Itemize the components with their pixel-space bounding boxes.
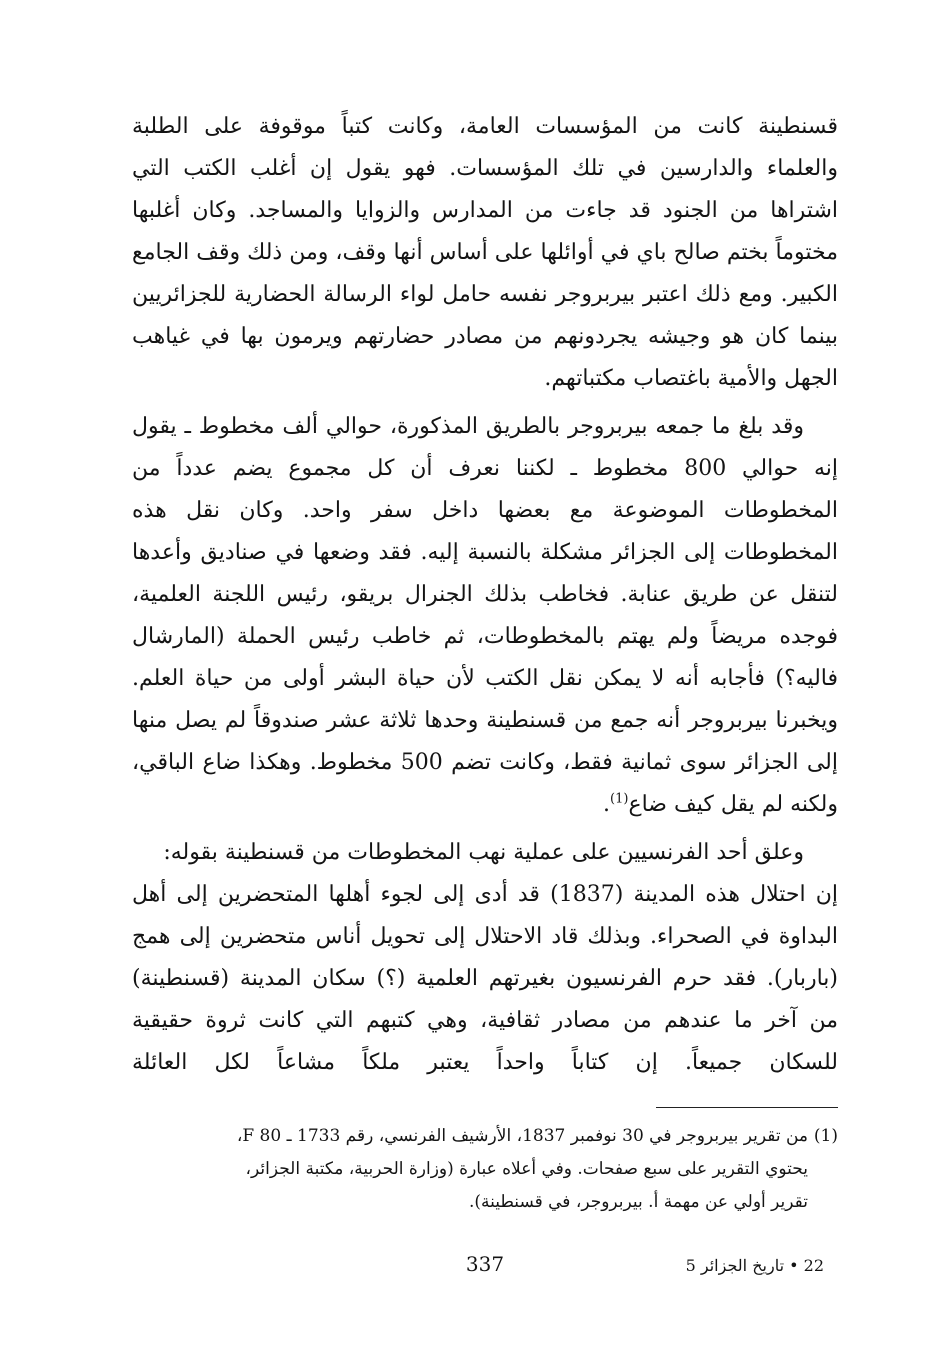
page-number: 337 — [465, 1252, 505, 1276]
footnote-text-1: من تقرير بيربروجر في 30 نوفمبر 1837، الأرشيف الفرنسي، رقم 1733 ـ F 80، — [236, 1126, 808, 1146]
main-text — [132, 106, 838, 1084]
footnotes — [132, 1120, 838, 1219]
paragraph-2-end: . — [603, 792, 611, 817]
paragraph-3: وعلق أحد الفرنسيين على عملية نهب المخطوطات من قسنطينة بقوله: — [163, 840, 804, 865]
footnote-line-2: يحتوي التقرير على سبع صفحات. وفي أعلاه عبارة (وزارة الحربية، مكتبة الجزائر، — [245, 1159, 808, 1179]
footnote-number: (1) — [813, 1126, 838, 1146]
footnote-divider — [656, 1107, 838, 1108]
footnote-reference: (1) — [610, 791, 629, 807]
paragraph-2-text: وقد بلغ ما جمعه بيربروجر بالطريق المذكورة، حوالي ألف مخطوط ـ يقول إنه حوالي 800 مخطوط ـ لكننا نعرف أن كل مجموع يضم عدداً من المخطوطات الموضوعة مع بعضها داخل سفر واحد. وكان نقل هذه المخطوطات إلى الجزائر مشكلة بالنسبة إليه. فقد وضعها في صناديق وأعدها لتنقل عن طريق عنابة. فخاطب بذلك الجنرال بريقو، رئيس اللجنة العلمية، فوجده مريضاً ولم يهتم بالمخطوطات، ثم خاطب رئيس الحملة (المارشال فاليه؟) فأجابه أنه لا يمكن نقل الكتب لأن حياة البشر أولى من حياة العلم. ويخبرنا بيربروجر أنه جمع من قسنطينة وحدها ثلاثة عشر صندوقاً لم يصل منها إلى الجزائر سوى ثمانية فقط، وكانت تضم 500 مخطوط. وهكذا ضاع الباقي، ولكنه لم يقل كيف ضاع — [132, 414, 838, 817]
page-footer — [132, 1252, 838, 1282]
quotation: إن احتلال هذه المدينة (1837) قد أدى إلى لجوء أهلها المتحضرين إلى أهل البداوة في الصحراء. وبذلك قاد الاحتلال إلى تحويل أناس متحضرين إلى همج (باربار). فقد حرم الفرنسيون بغيرتهم العلمية (؟) سكان المدينة (قسنطينة) من آخر ما عندهم من مصادر ثقافية، وهي كتبهم التي كانت ثروة حقيقية للسكان جميعاً. إن كتاباً واحداً يعتبر ملكاً مشاعاً لكل العائلة — [132, 882, 838, 1075]
footnote-line-3: تقرير أولي عن مهمة أ. بيربروجر، في قسنطينة). — [468, 1192, 808, 1212]
footnote-line-1 — [132, 1120, 838, 1153]
paragraph-1: قسنطينة كانت من المؤسسات العامة، وكانت كتباً موقوفة على الطلبة والعلماء والدارسين في تلك المؤسسات. فهو يقول إن أغلب الكتب التي اشتراها من الجنود قد جاءت من المدارس والزوايا والمساجد. وكان أغلبها مختوماً بختم صالح باي في أوائلها على أساس أنها وقف، ومن ذلك وقف الجامع الكبير. ومع ذلك اعتبر بيربروجر نفسه حامل لواء الرسالة الحضارية للجزائريين بينما كان هو وجيشه يجردونهم من مصادر حضارتهم ويرمون بها في غياهب الجهل والأمية باغتصاب مكتباتهم. — [132, 114, 839, 391]
book-signature: 22 • تاريخ الجزائر 5 — [685, 1256, 824, 1275]
paragraph-2 — [132, 406, 838, 826]
